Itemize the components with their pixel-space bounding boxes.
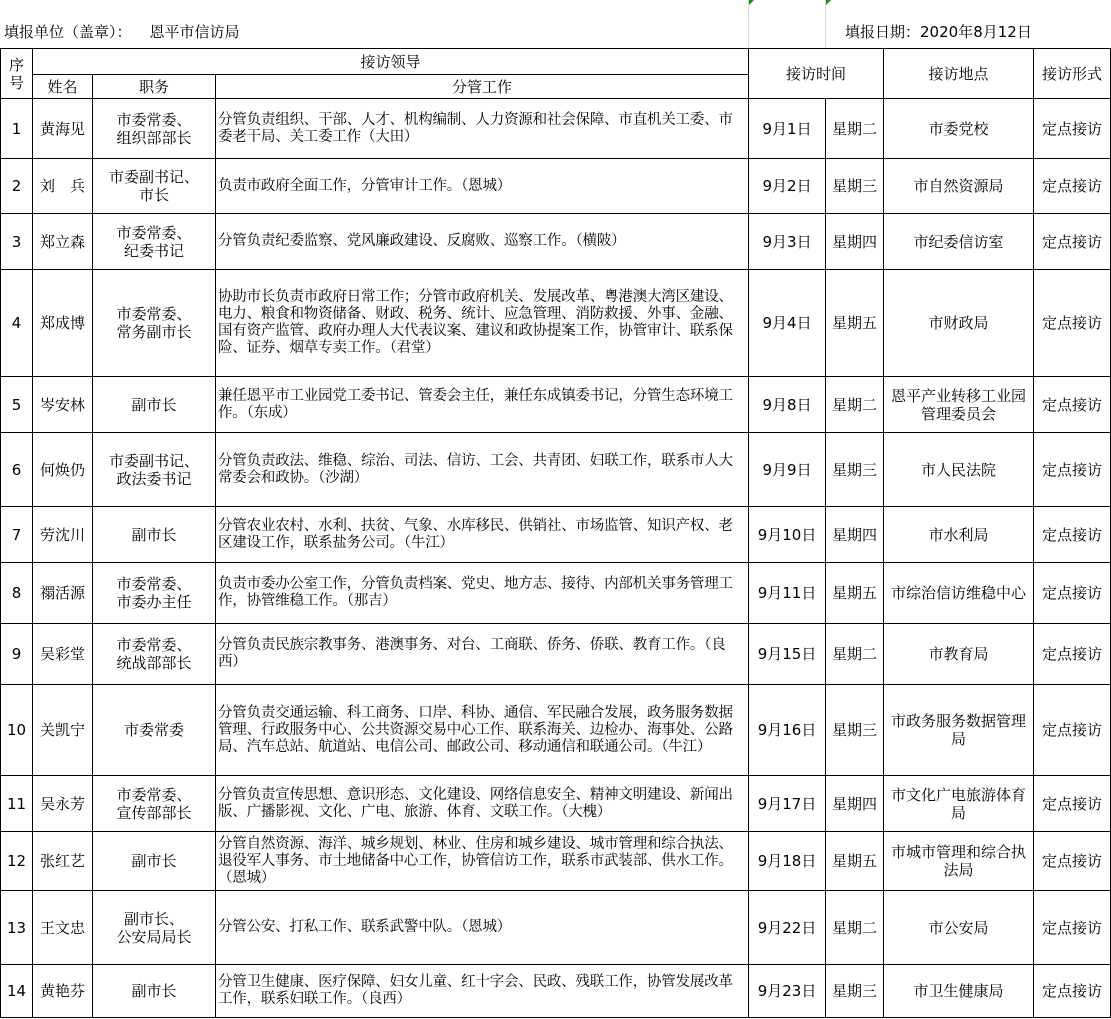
reception-date: 9月18日	[749, 832, 826, 891]
table-row	[1, 832, 1111, 891]
row-number: 3	[1, 214, 33, 270]
reception-date: 9月16日	[749, 685, 826, 776]
reception-date: 9月9日	[749, 433, 826, 507]
leader-position: 市委常委、 宣传部部长	[93, 776, 216, 832]
reception-weekday: 星期五	[826, 270, 884, 377]
reception-form: 定点接访	[1034, 377, 1111, 433]
leader-name: 郑成博	[33, 270, 93, 377]
reception-date: 9月2日	[749, 159, 826, 214]
row-number: 1	[1, 99, 33, 159]
reception-weekday: 星期二	[826, 891, 884, 965]
row-number: 9	[1, 624, 33, 685]
leader-name: 刘 兵	[33, 159, 93, 214]
leader-position: 副市长	[93, 377, 216, 433]
reception-form: 定点接访	[1034, 507, 1111, 563]
row-number: 2	[1, 159, 33, 214]
reception-schedule-table	[0, 48, 1111, 1018]
reception-location: 市自然资源局	[884, 159, 1034, 214]
leader-name: 禤活源	[33, 563, 93, 624]
leader-duties: 分管农业农村、水利、扶贫、气象、水库移民、供销社、市场监管、知识产权、老区建设工作，联系盐务公司。（牛江）	[216, 507, 749, 563]
header-location: 接访地点	[884, 49, 1034, 99]
leader-name: 何焕仍	[33, 433, 93, 507]
reception-form: 定点接访	[1034, 685, 1111, 776]
row-number: 4	[1, 270, 33, 377]
reception-weekday: 星期三	[826, 965, 884, 1018]
leader-duties: 分管卫生健康、医疗保障、妇女儿童、红十字会、民政、残联工作，协管发展改革工作，联系妇联工作。（良西）	[216, 965, 749, 1018]
reception-form: 定点接访	[1034, 832, 1111, 891]
reception-weekday: 星期四	[826, 507, 884, 563]
reception-form: 定点接访	[1034, 776, 1111, 832]
table-row	[1, 433, 1111, 507]
leader-position: 副市长	[93, 965, 216, 1018]
reception-weekday: 星期三	[826, 685, 884, 776]
cell-comment-marker	[749, 0, 754, 5]
reception-date: 9月11日	[749, 563, 826, 624]
leader-duties: 协助市长负责市政府日常工作；分管市政府机关、发展改革、粤港澳大湾区建设、电力、粮食和物资储备、财政、税务、统计、应急管理、消防救援、外事、金融、国有资产监管、政府办理人大代表议案、建议和政协提案工作，协管审计、联系保险、证券、烟草专卖工作。（君堂）	[216, 270, 749, 377]
leader-position: 市委副书记、 政法委书记	[93, 433, 216, 507]
leader-position: 市委常委、 常务副市长	[93, 270, 216, 377]
reception-form: 定点接访	[1034, 891, 1111, 965]
leader-position: 市委常委、 统战部部长	[93, 624, 216, 685]
table-row	[1, 214, 1111, 270]
reception-weekday: 星期二	[826, 624, 884, 685]
gridline	[748, 0, 749, 48]
row-number: 12	[1, 832, 33, 891]
table-row	[1, 891, 1111, 965]
table-row	[1, 507, 1111, 563]
reception-date: 9月22日	[749, 891, 826, 965]
row-number: 10	[1, 685, 33, 776]
row-number: 14	[1, 965, 33, 1018]
reception-date: 9月17日	[749, 776, 826, 832]
reception-form: 定点接访	[1034, 270, 1111, 377]
leader-position: 市委常委	[93, 685, 216, 776]
reception-location: 市综治信访维稳中心	[884, 563, 1034, 624]
reception-form: 定点接访	[1034, 99, 1111, 159]
table-row	[1, 377, 1111, 433]
reporting-unit	[4, 21, 240, 42]
table-row	[1, 563, 1111, 624]
reception-weekday: 星期三	[826, 433, 884, 507]
reception-location: 市城市管理和综合执 法局	[884, 832, 1034, 891]
header-position: 职务	[93, 75, 216, 99]
leader-position: 副市长、 公安局局长	[93, 891, 216, 965]
leader-position: 市委常委、 纪委书记	[93, 214, 216, 270]
header-leaders: 接访领导	[33, 49, 749, 75]
reception-weekday: 星期三	[826, 159, 884, 214]
row-number: 11	[1, 776, 33, 832]
leader-name: 岑安林	[33, 377, 93, 433]
reception-weekday: 星期五	[826, 563, 884, 624]
leader-position: 市委副书记、 市长	[93, 159, 216, 214]
row-number: 5	[1, 377, 33, 433]
leader-duties: 负责市政府全面工作，分管审计工作。（恩城）	[216, 159, 749, 214]
reception-date: 9月15日	[749, 624, 826, 685]
reception-weekday: 星期二	[826, 99, 884, 159]
leader-name: 吴彩堂	[33, 624, 93, 685]
row-number: 6	[1, 433, 33, 507]
reception-weekday: 星期四	[826, 214, 884, 270]
reception-date: 9月3日	[749, 214, 826, 270]
leader-duties: 负责市委办公室工作，分管负责档案、党史、地方志、接待、内部机关事务管理工作，协管维稳工作。（那吉）	[216, 563, 749, 624]
reception-weekday: 星期五	[826, 832, 884, 891]
leader-duties: 分管负责政法、维稳、综治、司法、信访、工会、共青团、妇联工作，联系市人大常委会和政协。（沙湖）	[216, 433, 749, 507]
header-time: 接访时间	[749, 49, 884, 99]
header-seq: 序 号	[1, 49, 33, 99]
leader-position: 市委常委、 市委办主任	[93, 563, 216, 624]
gridline	[825, 0, 826, 48]
sheet-header	[0, 0, 1111, 48]
leader-name: 郑立森	[33, 214, 93, 270]
leader-duties: 分管负责交通运输、科工商务、口岸、科协、通信、军民融合发展，政务服务数据管理、行政服务中心、公共资源交易中心工作、联系海关、边检办、海事处、公路局、汽车总站、航道站、电信公司、邮政公司、移动通信和联通公司。（牛江）	[216, 685, 749, 776]
reception-form: 定点接访	[1034, 624, 1111, 685]
table-row	[1, 965, 1111, 1018]
report-date-value: 2020年8月12日	[920, 23, 1032, 41]
reception-date: 9月10日	[749, 507, 826, 563]
reception-location: 市财政局	[884, 270, 1034, 377]
table-row	[1, 159, 1111, 214]
reporting-unit-label: 填报单位（盖章）：	[4, 23, 132, 41]
reception-location: 市文化广电旅游体育 局	[884, 776, 1034, 832]
header-duties: 分管工作	[216, 75, 749, 99]
leader-duties: 分管负责民族宗教事务、港澳事务、对台、工商联、侨务、侨联、教育工作。（良西）	[216, 624, 749, 685]
reception-location: 市公安局	[884, 891, 1034, 965]
report-date	[845, 21, 1032, 42]
reception-weekday: 星期二	[826, 377, 884, 433]
header-form: 接访形式	[1034, 49, 1111, 99]
reception-location: 恩平产业转移工业园 管理委员会	[884, 377, 1034, 433]
reception-form: 定点接访	[1034, 965, 1111, 1018]
reception-weekday: 星期四	[826, 776, 884, 832]
leader-duties: 分管公安、打私工作、联系武警中队。（恩城）	[216, 891, 749, 965]
table-row	[1, 685, 1111, 776]
row-number: 8	[1, 563, 33, 624]
leader-duties: 兼任恩平市工业园党工委书记、管委会主任，兼任东成镇委书记，分管生态环境工作。（东成）	[216, 377, 749, 433]
reception-form: 定点接访	[1034, 159, 1111, 214]
reception-location: 市人民法院	[884, 433, 1034, 507]
reception-location: 市教育局	[884, 624, 1034, 685]
cell-comment-marker	[826, 0, 831, 5]
leader-duties: 分管负责纪委监察、党风廉政建设、反腐败、巡察工作。（横陂）	[216, 214, 749, 270]
reception-form: 定点接访	[1034, 433, 1111, 507]
reception-date: 9月23日	[749, 965, 826, 1018]
reception-location: 市纪委信访室	[884, 214, 1034, 270]
leader-name: 王文忠	[33, 891, 93, 965]
leader-name: 黄艳芬	[33, 965, 93, 1018]
reception-location: 市水利局	[884, 507, 1034, 563]
table-row	[1, 776, 1111, 832]
leader-duties: 分管自然资源、海洋、城乡规划、林业、住房和城乡建设、城市管理和综合执法、退役军人事务、市土地储备中心工作，协管信访工作，联系市武装部、供水工作。（恩城）	[216, 832, 749, 891]
leader-position: 市委常委、 组织部部长	[93, 99, 216, 159]
reception-date: 9月1日	[749, 99, 826, 159]
leader-position: 副市长	[93, 832, 216, 891]
reporting-unit-value: 恩平市信访局	[149, 23, 240, 41]
table-row	[1, 270, 1111, 377]
row-number: 13	[1, 891, 33, 965]
reception-date: 9月4日	[749, 270, 826, 377]
reception-location: 市委党校	[884, 99, 1034, 159]
header-name: 姓名	[33, 75, 93, 99]
row-number: 7	[1, 507, 33, 563]
leader-name: 黄海见	[33, 99, 93, 159]
leader-name: 关凯宁	[33, 685, 93, 776]
table-row	[1, 624, 1111, 685]
reception-form: 定点接访	[1034, 214, 1111, 270]
leader-duties: 分管负责宣传思想、意识形态、文化建设、网络信息安全、精神文明建设、新闻出版、广播影视、文化、广电、旅游、体育、文联工作。（大槐）	[216, 776, 749, 832]
leader-position: 副市长	[93, 507, 216, 563]
table-row	[1, 99, 1111, 159]
reception-date: 9月8日	[749, 377, 826, 433]
leader-duties: 分管负责组织、干部、人才、机构编制、人力资源和社会保障、市直机关工委、市委老干局、关工委工作（大田）	[216, 99, 749, 159]
leader-name: 吴永芳	[33, 776, 93, 832]
report-date-label: 填报日期：	[845, 23, 921, 41]
leader-name: 张红艺	[33, 832, 93, 891]
reception-location: 市卫生健康局	[884, 965, 1034, 1018]
reception-location: 市政务服务数据管理 局	[884, 685, 1034, 776]
reception-form: 定点接访	[1034, 563, 1111, 624]
leader-name: 劳沈川	[33, 507, 93, 563]
